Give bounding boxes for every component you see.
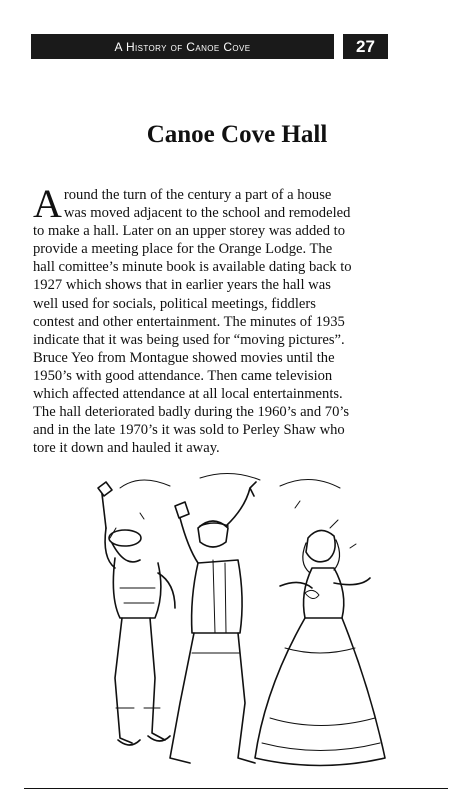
middle-figure	[170, 482, 256, 763]
drop-cap: A	[33, 181, 62, 226]
body-line: well used for socials, political meetings, fiddlers	[33, 295, 316, 312]
article-title-wrap	[0, 121, 474, 149]
article-body	[33, 181, 393, 457]
left-figure	[98, 482, 175, 745]
running-title: A History of Canoe Cove	[114, 39, 251, 54]
page-number	[343, 34, 388, 59]
body-line: The hall deteriorated badly during the 1960’s and 70’s	[33, 404, 350, 421]
body-line: contest and other entertainment. The minutes of 1935	[33, 313, 345, 330]
body-line: round the turn of the century a part of a house	[63, 187, 332, 203]
body-line: tore it down and hauled it away.	[33, 440, 220, 457]
body-line: Bruce Yeo from Montague showed movies until the	[33, 349, 335, 366]
body-line: was moved adjacent to the school and remodeled	[63, 205, 351, 222]
footer-rule	[24, 788, 448, 789]
body-line: hall comittee’s minute book is available dating back to	[33, 259, 352, 276]
page-number-text: 27	[356, 36, 375, 56]
article-title: Canoe Cove Hall	[146, 121, 328, 148]
right-figure	[255, 530, 385, 765]
running-header	[31, 34, 334, 59]
body-line: 1950’s with good attendance. Then came television	[33, 367, 333, 384]
dance-illustration	[80, 468, 400, 780]
body-line: provide a meeting place for the Orange Lodge. The	[33, 241, 333, 258]
body-line: indicate that it was being used for “moving pictures”.	[33, 331, 345, 348]
body-line: to make a hall. Later on an upper storey was added to	[33, 223, 346, 240]
body-line: 1927 which shows that in earlier years the hall was	[33, 277, 331, 294]
body-line: and in the late 1970’s it was sold to Perley Shaw who	[33, 422, 345, 439]
body-line: which affected attendance at all local entertainments.	[33, 386, 343, 403]
